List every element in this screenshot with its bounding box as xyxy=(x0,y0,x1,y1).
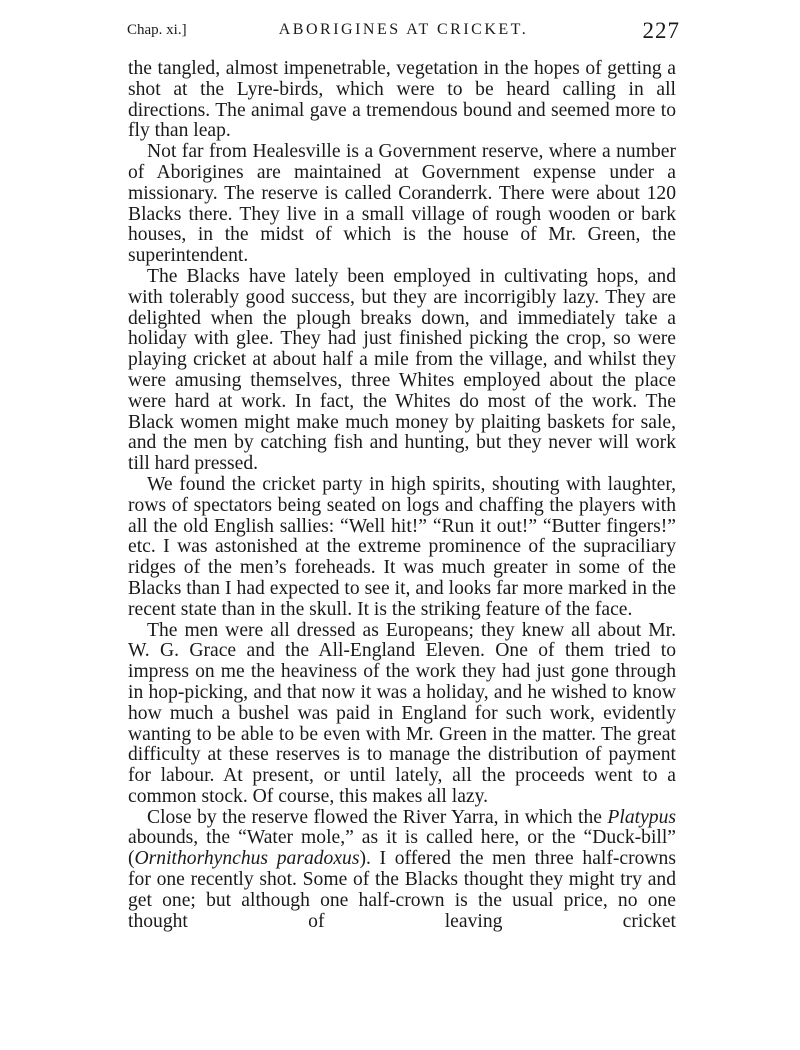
running-title: ABORIGINES AT CRICKET. xyxy=(278,21,529,38)
page-number: 227 xyxy=(642,18,680,43)
paragraph-government-reserve: Not far from Healesville is a Government reserve, where a number of Aborigines are maintained at Government expense under a missionary. The reserve is called Coranderrk. There were about 120 Blacks there. They live in a small village of rough wooden or bark houses, in the midst of which is the house of Mr. Green, the superintendent. xyxy=(128,141,676,267)
body-text xyxy=(128,59,676,932)
paragraph-europeans: The men were all dressed as Europeans; they knew all about Mr. W. G. Grace and the All-England Eleven. One of them tried to impress on me the heaviness of the work they had just gone through in hop-picking, and that now it was a holiday, and he wished to know how much a bushel was paid in England for such work, evidently wanting to be able to be even with Mr. Green in the matter. The great difficulty at these reserves is to manage the distribution of payment for labour. At present, or until lately, all the proceeds went to a common stock. Of course, this makes all lazy. xyxy=(128,619,676,807)
platypus-text-1: Close by the reserve flowed the River Yarra, in which the xyxy=(147,806,608,828)
paragraph-continued: the tangled, almost impenetrable, vegetation in the hopes of getting a shot at the Lyre-birds, which were to be heard calling in all directions. The animal gave a tremendous bound and seemed more to fly than leap. xyxy=(128,58,676,142)
platypus-text-2: abounds, the “Water mole,” as it is called here, or the “Duck-bill” ( xyxy=(128,827,676,870)
paragraph-hops: The Blacks have lately been employed in cultivating hops, and with tolerably good success, but they are incorrigibly lazy. They are delighted when the plough breaks down, and immediately take a holiday with glee. They had just finished picking the crop, so were playing cricket at about half a mile from the village, and whilst they were amusing themselves, three Whites employed about the place were hard at work. In fact, the Whites do most of the work. The Black women might make much money by plaiting baskets for sale, and the men by catching fish and hunting, but they never will work till hard pressed. xyxy=(128,265,676,475)
platypus-text-3: ). I offered the men three half-crowns for one recently shot. Some of the Blacks thought they might try and get one; but although one half-crown is the usual price, no one thought of leaving cricket xyxy=(128,848,676,932)
paragraph-cricket-party: We found the cricket party in high spirits, shouting with laughter, rows of spectators being seated on logs and chaffing the players with all the old English sallies: “Well hit!” “Run it out!” “Butter fingers!” etc. I was astonished at the extreme prominence of the supraciliary ridges of the men’s foreheads. It was much greater in some of the Blacks than I had expected to see it, and looks far more marked in the recent state than in the skull. It is the striking feature of the face. xyxy=(128,473,676,620)
running-header xyxy=(127,20,680,46)
platypus-scientific-name: Ornithorhynchus paradoxus xyxy=(134,848,360,870)
paragraph-platypus xyxy=(128,808,676,933)
chapter-label: Chap. xi.] xyxy=(127,22,187,38)
platypus-name: Platypus xyxy=(607,806,676,828)
